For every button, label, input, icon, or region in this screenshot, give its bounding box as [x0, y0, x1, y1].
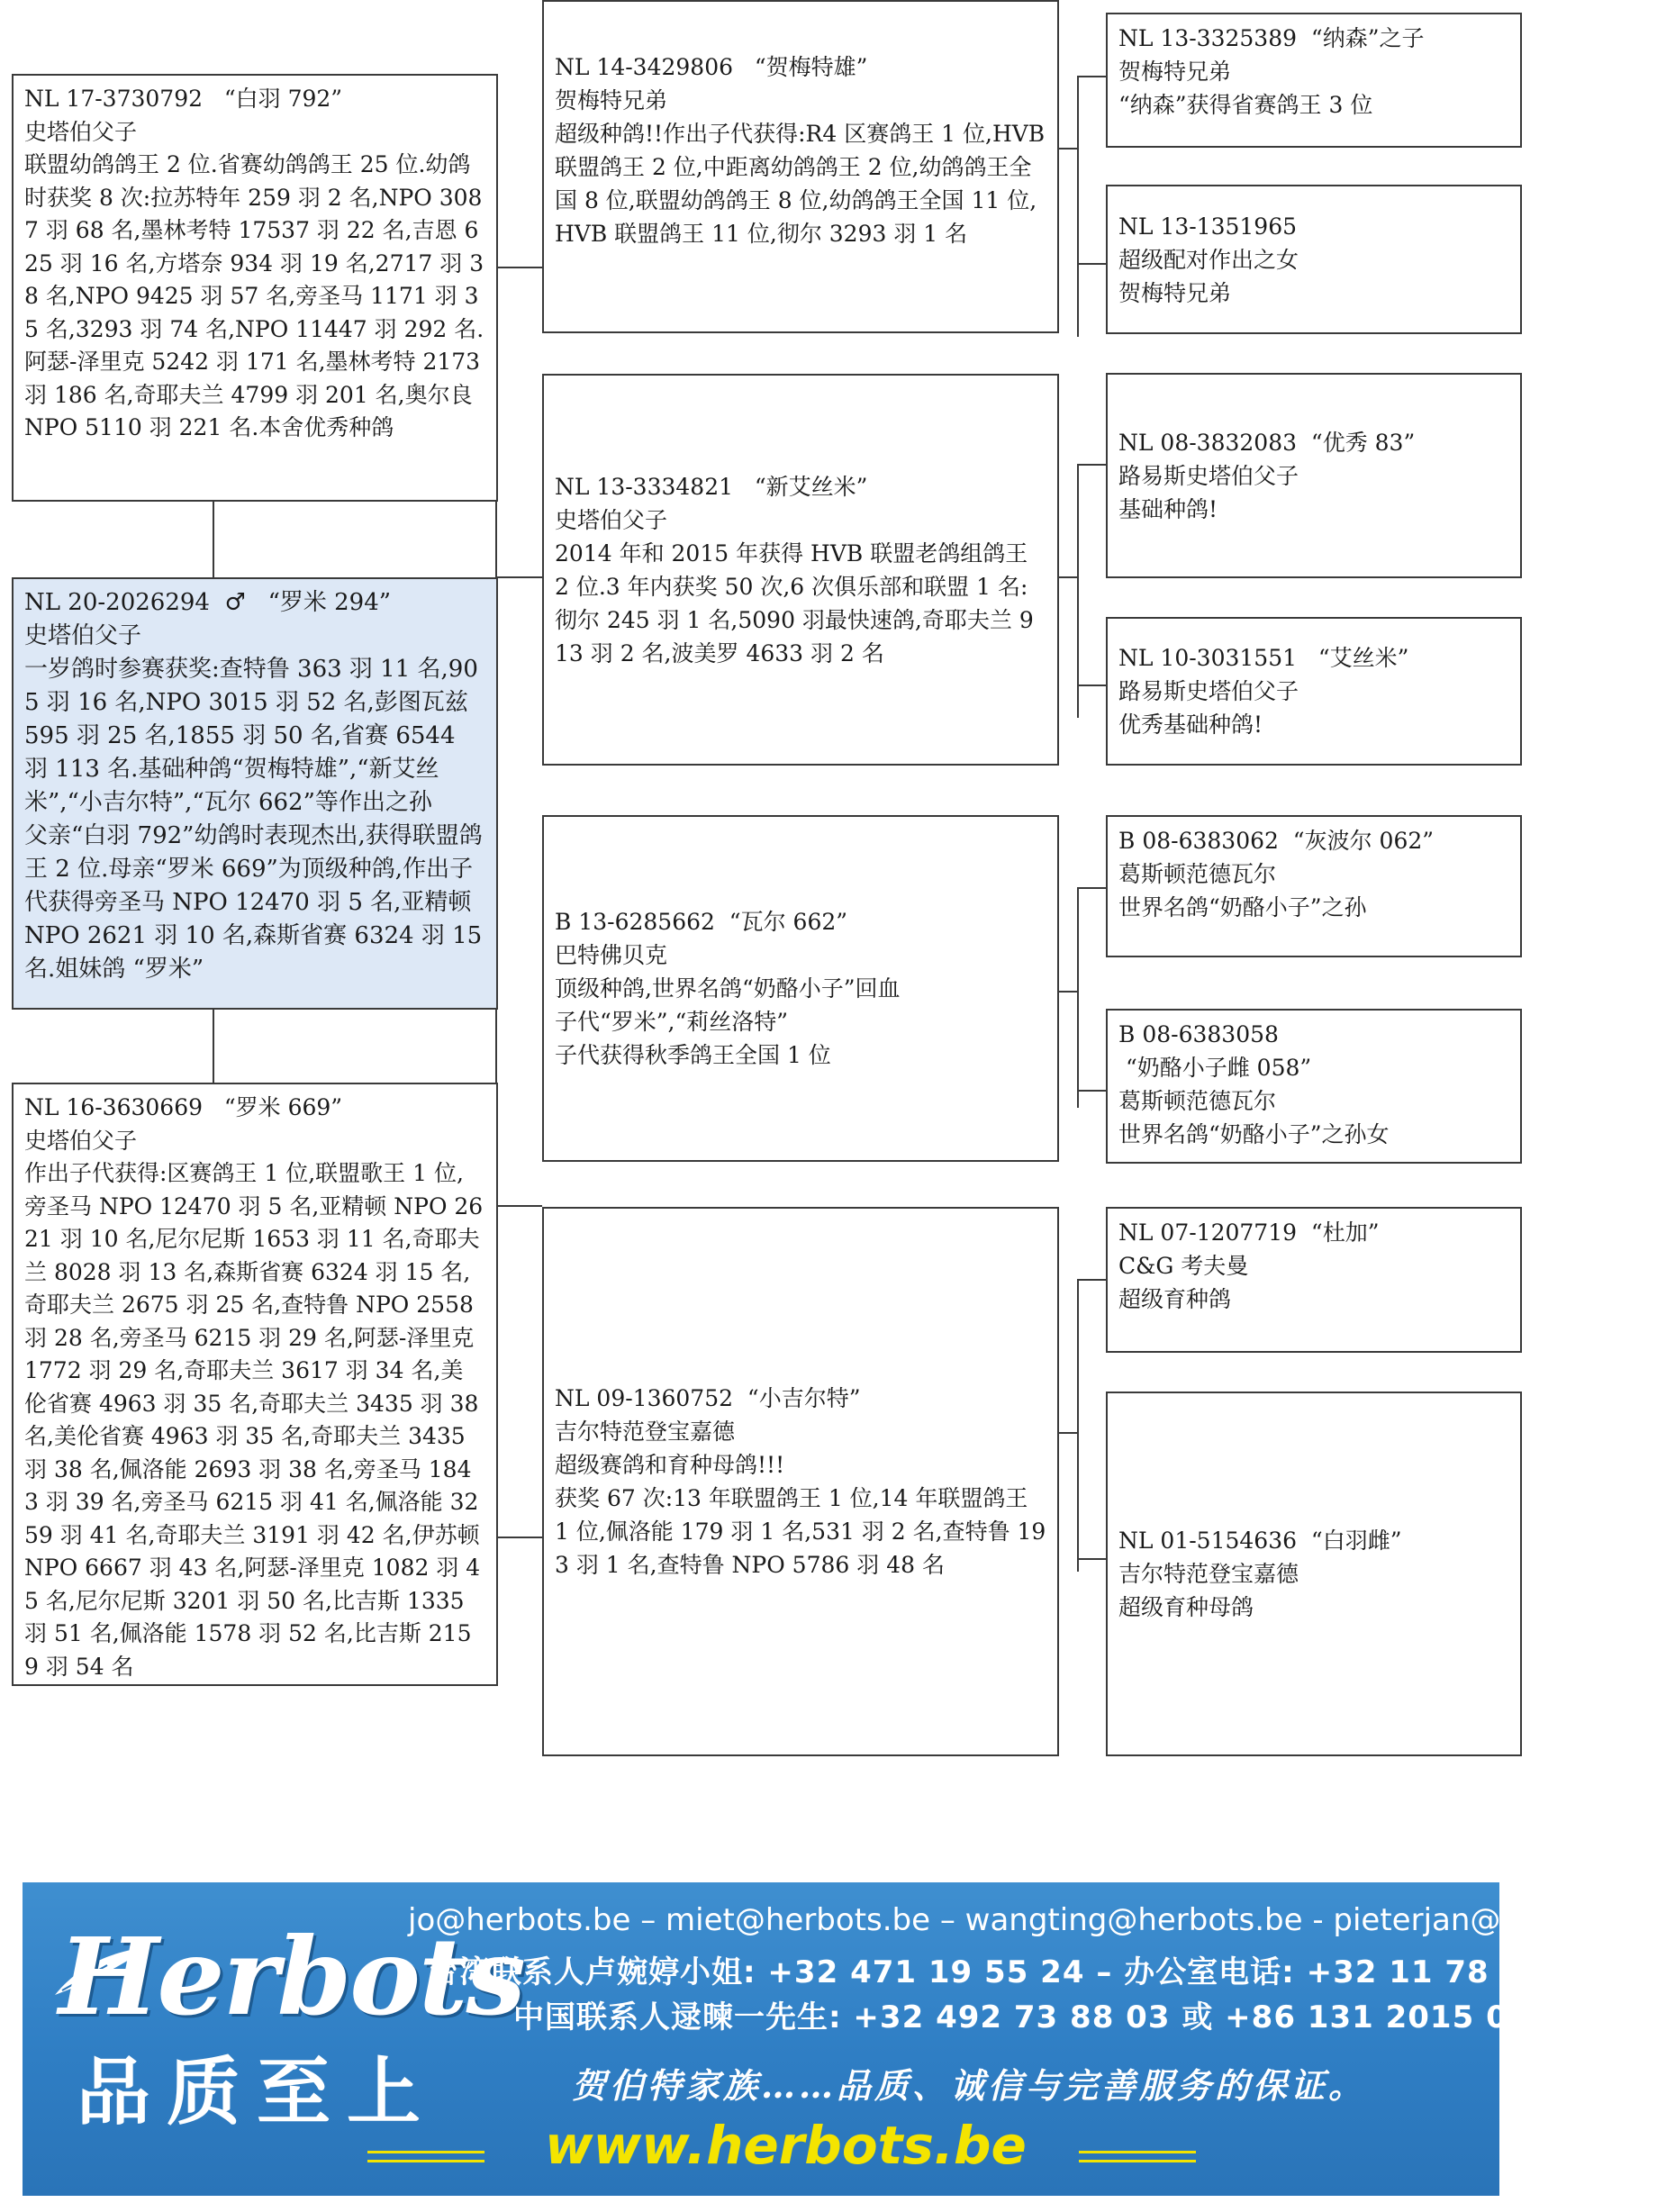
china-contact: 中国联系人逯暕一先生: +32 492 73 88 03 或 +86 131 2015 0755 — [513, 1999, 1575, 2035]
connector — [213, 500, 214, 579]
great-grandparent-3-card: NL 08-3832083 “优秀 83” 路易斯史塔伯父子 基础种鸽! — [1106, 373, 1522, 578]
divider — [367, 2151, 484, 2153]
website-link[interactable]: www.herbots.be — [545, 2115, 1027, 2176]
connector — [1077, 1558, 1106, 1560]
sire-card: NL 17-3730792 “白羽 792” 史塔伯父子 联盟幼鸽鸽王 2 位.省赛幼鸽鸽王 25 位.幼鸽时获奖 8 次:拉苏特年 259 羽 2 名,NPO 3087 羽 68 名,墨林考特 17537 羽 22 名,吉恩 625 羽 16 名,方塔奈 934 羽 19 名,2717 羽 38 名,NPO 9425 羽 57 名,旁圣马 1171 羽 35 名,3293 羽 74 名,NPO 11447 羽 292 名.阿瑟-泽里克 5242 羽 171 名,墨林考特 2173 羽 186 名,奇耶夫兰 4799 羽 201 名,奥尔良 NPO 5110 羽 221 名.本舍优秀种鸽 — [12, 74, 498, 502]
great-grandparent-2-card: NL 13-1351965 超级配对作出之女 贺梅特兄弟 — [1106, 185, 1522, 334]
great-grandparent-5-card: B 08-6383062 “灰波尔 062” 葛斯顿范德瓦尔 世界名鸽“奶酪小子”之孙 — [1106, 815, 1522, 957]
great-grandparent-7-card: NL 07-1207719 “杜加” C&G 考夫曼 超级育种鸽 — [1106, 1207, 1522, 1353]
email-list[interactable]: jo@herbots.be – miet@herbots.be – wangting@herbots.be - pieterjan@herbots.be — [408, 1902, 1666, 1938]
connector — [1077, 887, 1079, 1108]
brand-logo: Herbots — [59, 1914, 524, 2039]
connector — [1077, 76, 1079, 337]
grandsire-maternal-card: B 13-6285662 “瓦尔 662” 巴特佛贝克 顶级种鸽,世界名鸽“奶酪小子”回血 子代“罗米”,“莉丝洛特” 子代获得秋季鸽王全国 1 位 — [542, 815, 1059, 1162]
taiwan-contact: 台湾联系人卢婉婷小姐: +32 471 19 55 24 – 办公室电话: +32 11 78 91 90 — [428, 1954, 1602, 1990]
great-grandparent-6-card: B 08-6383058 “奶酪小子雌 058” 葛斯顿范德瓦尔 世界名鸽“奶酪小子”之孙女 — [1106, 1009, 1522, 1164]
connector — [1077, 464, 1106, 466]
divider — [1079, 2160, 1196, 2162]
connector — [495, 1205, 542, 1207]
connector — [1057, 148, 1079, 150]
connector — [1077, 464, 1079, 718]
connector — [1077, 1279, 1079, 1572]
connector — [1077, 1090, 1106, 1092]
connector — [1057, 1432, 1079, 1434]
connector — [1077, 76, 1106, 77]
footer-banner — [23, 1882, 1666, 2196]
granddam-paternal-card: NL 13-3334821 “新艾丝米” 史塔伯父子 2014 年和 2015 年获得 HVB 联盟老鸽组鸽王 2 位.3 年内获奖 50 次,6 次俱乐部和联盟 1 名:彻尔 245 羽 1 名,5090 羽最快速鸽,奇耶夫兰 913 羽 2 名,波美罗 4633 羽 2 名 — [542, 374, 1059, 766]
connector — [495, 267, 542, 268]
connector — [1077, 1279, 1106, 1281]
great-grandparent-4-card: NL 10-3031551 “艾丝米” 路易斯史塔伯父子 优秀基础种鸽! — [1106, 617, 1522, 766]
connector — [495, 1537, 542, 1538]
connector — [1077, 263, 1106, 265]
great-grandparent-1-card: NL 13-3325389 “纳森”之子 贺梅特兄弟 “纳森”获得省赛鸽王 3 位 — [1106, 13, 1522, 148]
great-grandparent-8-card: NL 01-5154636 “白羽雌” 吉尔特范登宝嘉德 超级育种母鸽 — [1106, 1392, 1522, 1756]
connector — [1077, 887, 1106, 889]
divider — [367, 2160, 484, 2162]
divider — [1079, 2151, 1196, 2153]
connector — [1057, 576, 1079, 578]
granddam-maternal-card: NL 09-1360752 “小吉尔特” 吉尔特范登宝嘉德 超级赛鸽和育种母鸽!!! 获奖 67 次:13 年联盟鸽王 1 位,14 年联盟鸽王 1 位,佩洛能 179 羽 1 名,531 羽 2 名,查特鲁 193 羽 1 名,查特鲁 NPO 5786 羽 48 名 — [542, 1207, 1059, 1756]
connector — [213, 1007, 214, 1084]
connector — [1077, 684, 1106, 686]
connector — [1057, 991, 1079, 993]
grandsire-paternal-card: NL 14-3429806 “贺梅特雄” 贺梅特兄弟 超级种鸽!!作出子代获得:R4 区赛鸽王 1 位,HVB 联盟鸽王 2 位,中距离幼鸽鸽王 2 位,幼鸽鸽王全国 8 位,联盟幼鸽鸽王 8 位,幼鸽鸽王全国 11 位,HVB 联盟鸽王 11 位,彻尔 3293 羽 1 名 — [542, 0, 1059, 333]
brand-slogan: 品质至上 — [77, 2050, 438, 2135]
dam-card: NL 16-3630669 “罗米 669” 史塔伯父子 作出子代获得:区赛鸽王 1 位,联盟歌王 1 位,旁圣马 NPO 12470 羽 5 名,亚精顿 NPO 2621 羽 10 名,尼尔尼斯 1653 羽 11 名,奇耶夫兰 8028 羽 13 名,森斯省赛 6324 羽 15 名,奇耶夫兰 2675 羽 25 名,查特鲁 NPO 2558 羽 28 名,旁圣马 6215 羽 29 名,阿瑟-泽里克 1772 羽 29 名,奇耶夫兰 3617 羽 34 名,美伦省赛 4963 羽 35 名,奇耶夫兰 3435 羽 38 名,美伦省赛 4963 羽 35 名,奇耶夫兰 3435 羽 38 名,佩洛能 2693 羽 38 名,旁圣马 1843 羽 39 名,旁圣马 6215 羽 41 名,佩洛能 3259 羽 41 名,奇耶夫兰 3191 羽 42 名,伊苏顿 NPO 6667 羽 43 名,阿瑟-泽里克 1082 羽 45 名,尼尔尼斯 3201 羽 50 名,比吉斯 1335 羽 51 名,佩洛能 1578 羽 52 名,比吉斯 2159 羽 54 名 — [12, 1083, 498, 1686]
subject-card: NL 20-2026294 ♂ “罗米 294” 史塔伯父子 一岁鸽时参赛获奖:查特鲁 363 羽 11 名,905 羽 16 名,NPO 3015 羽 52 名,彭图瓦兹 595 羽 25 名,1855 羽 50 名,省赛 6544 羽 113 名.基础种鸽“贺梅特雄”,“新艾丝米”,“小吉尔特”,“瓦尔 662”等作出之孙 父亲“白羽 792”幼鸽时表现杰出,获得联盟鸽王 2 位.母亲“罗米 669”为顶级种鸽,作出子代获得旁圣马 NPO 12470 羽 5 名,亚精顿 NPO 2621 羽 10 名,森斯省赛 6324 羽 15 名.姐妹鸽 “罗米” — [12, 577, 498, 1010]
connector — [495, 576, 542, 578]
tagline: 贺伯特家族……品质、诚信与完善服务的保证。 — [572, 2065, 1367, 2106]
